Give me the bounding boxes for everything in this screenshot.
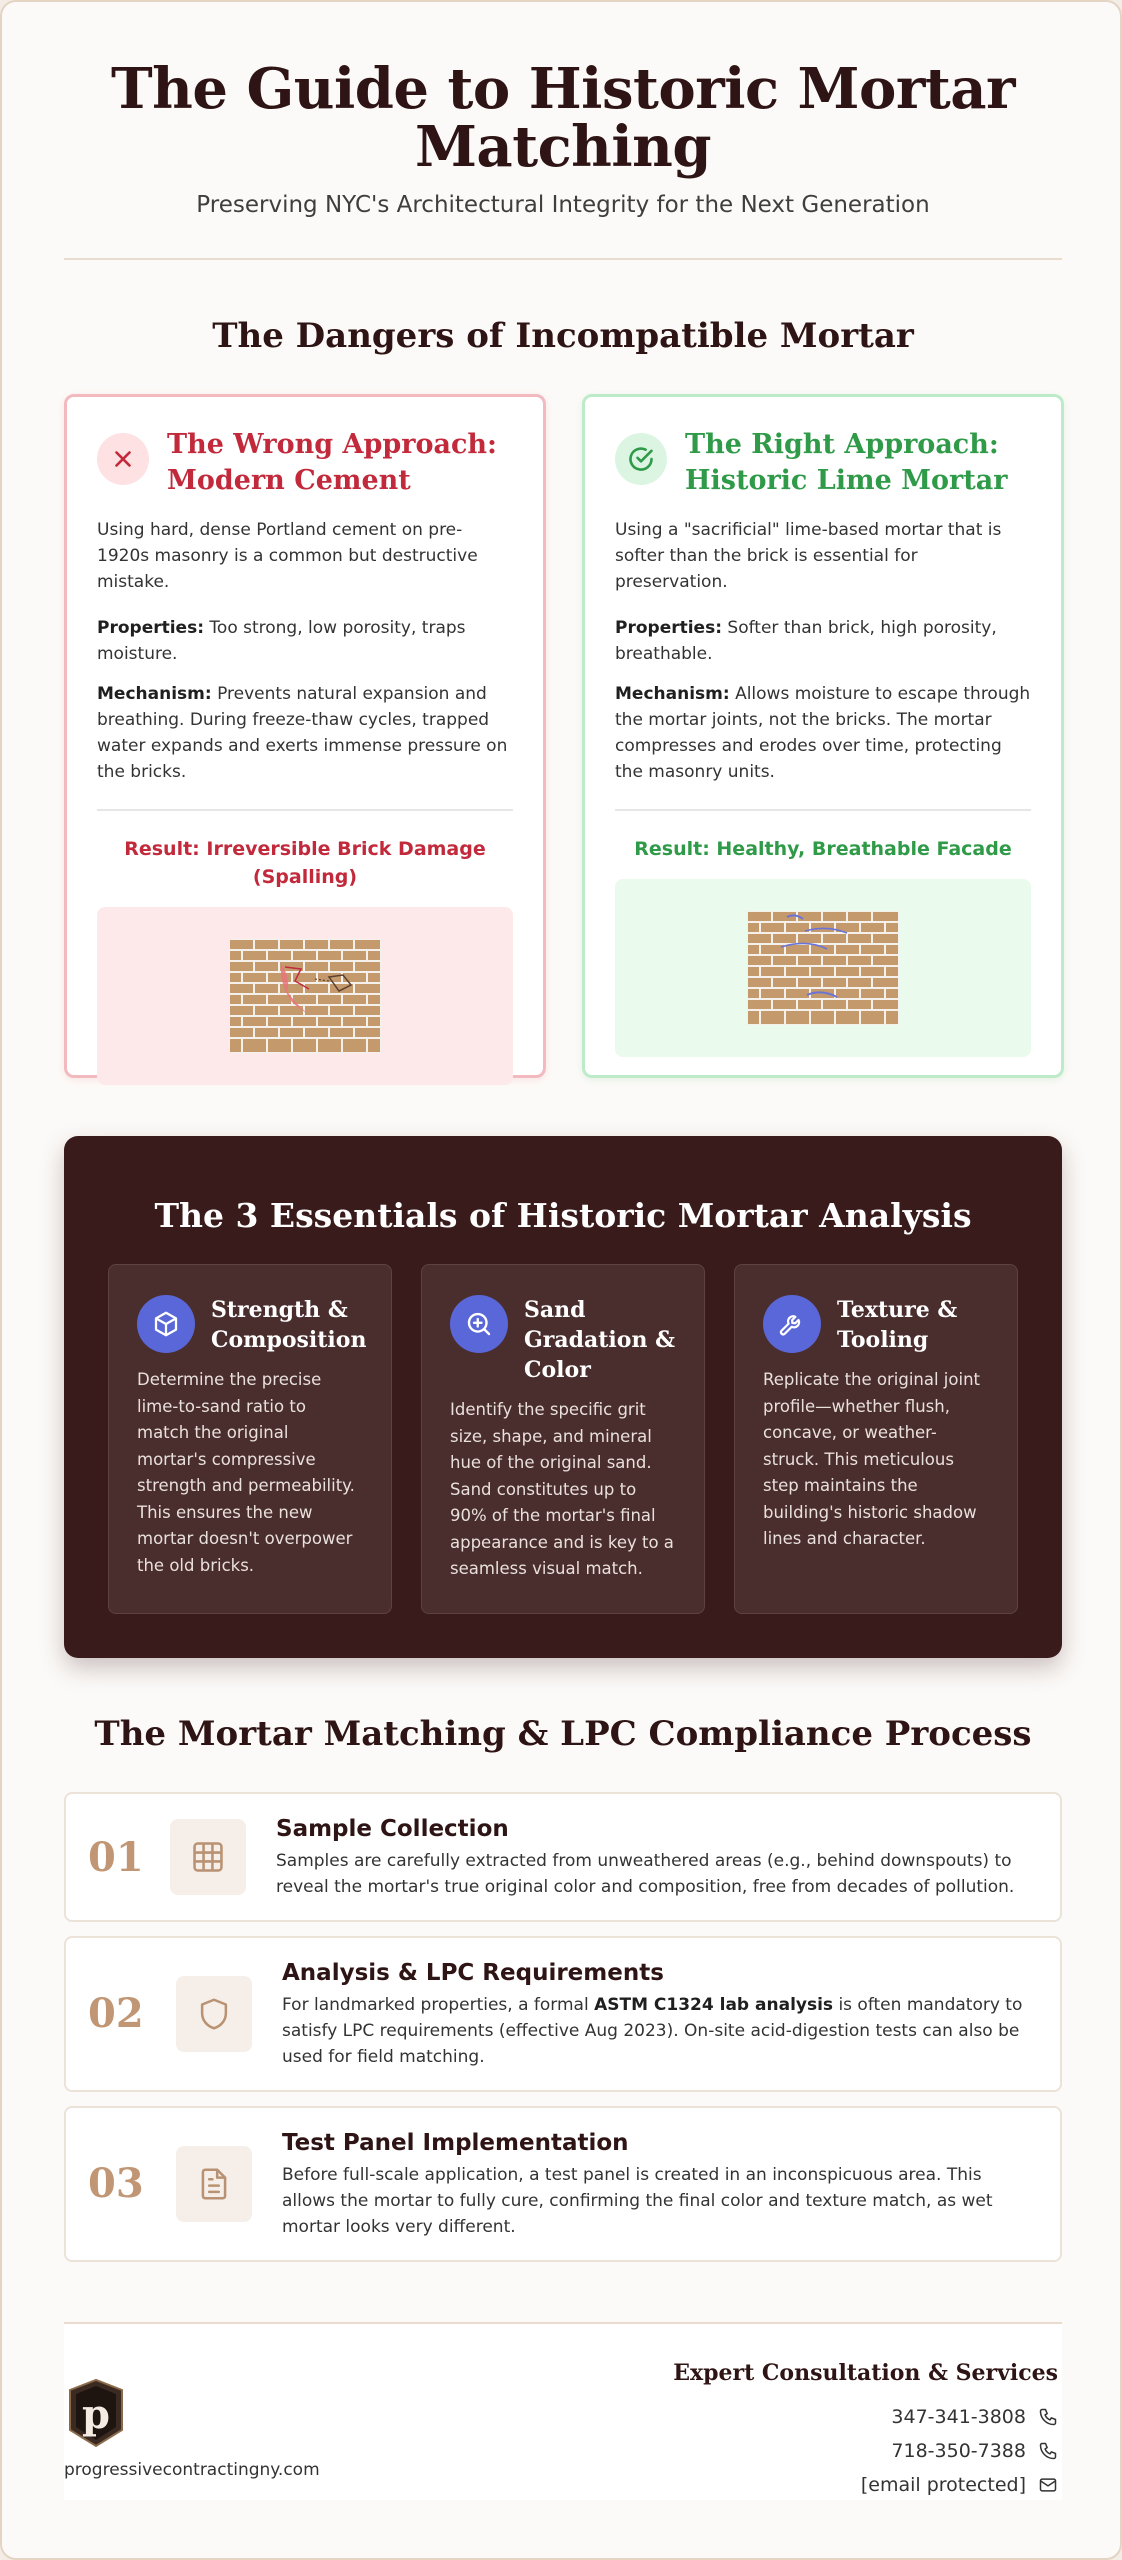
right-approach-result: Result: Healthy, Breathable Facade bbox=[634, 838, 1012, 860]
company-logo bbox=[64, 2378, 128, 2448]
step-description: Samples are carefully extracted from unweathered areas (e.g., behind downspouts) to reveal the mortar's true original color and composition, free from decades of pollution. bbox=[276, 1851, 1015, 1897]
essential-card-texture bbox=[734, 1264, 1018, 1614]
zoom-in-icon bbox=[450, 1295, 508, 1353]
essential-card-sand bbox=[421, 1264, 705, 1614]
essential-text: Identify the specific grit size, shape, and mineral hue of the original sand. Sand constitutes up to 90% of the mortar's final appearance and is key to a seamless visual match. bbox=[450, 1400, 674, 1578]
step-number: 01 bbox=[88, 1834, 144, 1881]
step-description: For landmarked properties, a formal ASTM C1324 lab analysis is often mandatory to satisfy LPC requirements (effective Aug 2023). On-site acid-digestion tests can also be used for field matching. bbox=[282, 1995, 1023, 2067]
dangers-section-title: The Dangers of Incompatible Mortar bbox=[212, 316, 914, 356]
wrong-approach-title: The Wrong Approach: Modern Cement bbox=[167, 429, 498, 496]
phone-icon bbox=[1038, 2407, 1058, 2427]
essentials-title: The 3 Essentials of Historic Mortar Analysis bbox=[154, 1196, 972, 1235]
x-icon bbox=[97, 433, 149, 485]
damaged-brick-illustration bbox=[97, 907, 513, 1085]
essential-text: Determine the precise lime-to-sand ratio to match the original mortar's compressive strength and permeability. This ensures the new mortar doesn't overpower the old bricks. bbox=[137, 1370, 355, 1575]
phone-number[interactable]: 347-341-3808 bbox=[891, 2406, 1026, 2428]
essential-text: Replicate the original joint profile—whether flush, concave, or weather-struck. This meticulous step maintains the building's historic shadow lines and character. bbox=[763, 1370, 980, 1548]
essential-title: Texture & Tooling bbox=[837, 1297, 958, 1353]
check-circle-icon bbox=[615, 433, 667, 485]
step-title: Analysis & LPC Requirements bbox=[282, 1960, 664, 1986]
right-approach-title: The Right Approach: Historic Lime Mortar bbox=[685, 429, 1008, 496]
step-title: Sample Collection bbox=[276, 1816, 509, 1842]
email-address[interactable]: [email protected] bbox=[860, 2474, 1026, 2496]
step-number: 02 bbox=[88, 1990, 144, 2037]
mail-icon bbox=[1038, 2475, 1058, 2495]
divider bbox=[64, 258, 1062, 260]
divider bbox=[615, 809, 1031, 811]
right-approach-mechanism: Mechanism: Allows moisture to escape through the mortar joints, not the bricks. The mortar compresses and erodes over time, protecting the masonry units. bbox=[615, 684, 1031, 782]
email-line[interactable] bbox=[861, 2474, 1058, 2496]
essential-title: Strength & Composition bbox=[211, 1297, 367, 1353]
shield-icon bbox=[176, 1976, 252, 2052]
healthy-brick-illustration bbox=[615, 879, 1031, 1057]
document-icon bbox=[176, 2146, 252, 2222]
wrong-approach-properties: Properties: Too strong, low porosity, traps moisture. bbox=[97, 618, 466, 664]
contact-title: Expert Consultation & Services bbox=[673, 2360, 1058, 2386]
right-approach-lead: Using a "sacrificial" lime-based mortar that is softer than the brick is essential for preservation. bbox=[615, 520, 1002, 592]
step-description: Before full-scale application, a test panel is created in an inconspicuous area. This allows the mortar to fully cure, confirming the final color and texture match, as wet mortar looks very different. bbox=[282, 2165, 993, 2237]
right-approach-card bbox=[582, 394, 1064, 1078]
divider bbox=[97, 809, 513, 811]
website-link[interactable]: progressivecontractingny.com bbox=[64, 2460, 320, 2480]
wrong-approach-mechanism: Mechanism: Prevents natural expansion and breathing. During freeze-thaw cycles, trapped water expands and exerts immense pressure on the bricks. bbox=[97, 684, 508, 782]
cube-icon bbox=[137, 1295, 195, 1353]
step-title: Test Panel Implementation bbox=[282, 2130, 629, 2156]
step-number: 03 bbox=[88, 2160, 144, 2207]
wrong-approach-lead: Using hard, dense Portland cement on pre-1920s masonry is a common but destructive mistake. bbox=[97, 520, 478, 592]
svg-text:p: p bbox=[82, 2391, 110, 2438]
wrench-icon bbox=[763, 1295, 821, 1353]
phone-icon bbox=[1038, 2441, 1058, 2461]
process-step bbox=[64, 1936, 1062, 2092]
wrong-approach-card bbox=[64, 394, 546, 1078]
essentials-panel bbox=[64, 1136, 1062, 1658]
process-step bbox=[64, 2106, 1062, 2262]
essential-title: Sand Gradation & Color bbox=[524, 1297, 675, 1383]
phone-line-1[interactable] bbox=[891, 2406, 1058, 2428]
phone-line-2[interactable] bbox=[891, 2440, 1058, 2462]
grid-icon bbox=[170, 1819, 246, 1895]
process-step bbox=[64, 1792, 1062, 1922]
essential-card-strength bbox=[108, 1264, 392, 1614]
process-section-title: The Mortar Matching & LPC Compliance Process bbox=[94, 1714, 1032, 1754]
page-subtitle: Preserving NYC's Architectural Integrity for the Next Generation bbox=[196, 192, 930, 218]
right-approach-properties: Properties: Softer than brick, high porosity, breathable. bbox=[615, 618, 997, 664]
wrong-approach-result: Result: Irreversible Brick Damage (Spalling) bbox=[124, 838, 486, 888]
phone-number[interactable]: 718-350-7388 bbox=[891, 2440, 1026, 2462]
page-title: The Guide to Historic Mortar Matching bbox=[110, 56, 1016, 180]
